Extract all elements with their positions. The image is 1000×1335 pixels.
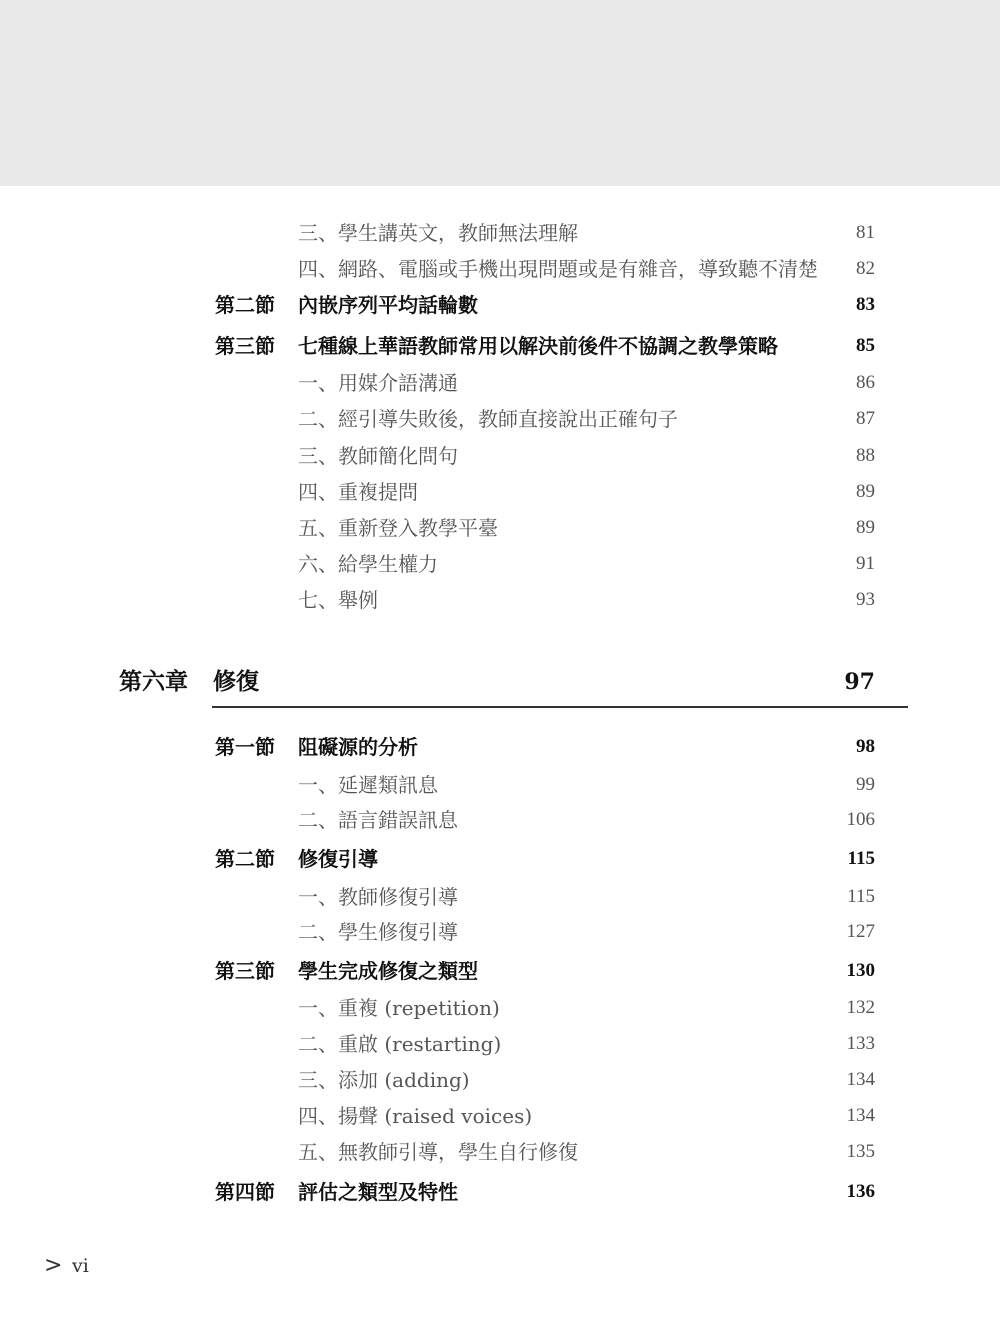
toc-sub-entry[interactable] — [0, 218, 1000, 248]
toc-entry-label: 三、學生講英文，教師無法理解 — [298, 221, 578, 245]
toc-entry-page: 115 — [847, 848, 875, 869]
toc-section-number: 第四節 — [215, 1180, 275, 1204]
toc-entry-page: 82 — [856, 258, 875, 279]
toc-entry-label: 五、重新登入教學平臺 — [298, 516, 498, 540]
toc-entry-page: 89 — [856, 481, 875, 502]
toc-entry-label: 四、揚聲 (raised voices) — [298, 1104, 533, 1128]
toc-entry-page: 89 — [856, 517, 875, 538]
toc-sub-entry[interactable] — [0, 882, 1000, 912]
toc-section-entry[interactable] — [0, 331, 1000, 361]
toc-sub-entry[interactable] — [0, 993, 1000, 1023]
page-number: vi — [72, 1255, 89, 1277]
toc-entry-label: 二、經引導失敗後，教師直接說出正確句子 — [298, 407, 678, 431]
toc-sub-entry[interactable] — [0, 585, 1000, 615]
toc-entry-label: 二、語言錯誤訊息 — [298, 808, 458, 832]
toc-entry-label: 一、延遲類訊息 — [298, 773, 438, 797]
toc-sub-entry[interactable] — [0, 404, 1000, 434]
toc-entry-page: 81 — [856, 222, 875, 243]
toc-section-entry[interactable] — [0, 732, 1000, 762]
toc-entry-label: 一、教師修復引導 — [298, 885, 458, 909]
toc-entry-page: 115 — [847, 886, 875, 907]
toc-entry-page: 134 — [846, 1105, 875, 1126]
toc-entry-page: 99 — [856, 774, 875, 795]
toc-entry-label: 評估之類型及特性 — [298, 1180, 458, 1204]
toc-entry-page: 136 — [846, 1181, 875, 1202]
toc-sub-entry[interactable] — [0, 805, 1000, 835]
toc-entry-label: 學生完成修復之類型 — [298, 959, 478, 983]
toc-entry-page: 87 — [856, 408, 875, 429]
toc-section-number: 第二節 — [215, 293, 275, 317]
toc-sub-entry[interactable] — [0, 1029, 1000, 1059]
toc-entry-page: 91 — [856, 553, 875, 574]
toc-sub-entry[interactable] — [0, 513, 1000, 543]
chevron-right-icon: > — [44, 1253, 63, 1278]
toc-entry-page: 127 — [846, 921, 875, 942]
toc-entry-label: 內嵌序列平均話輪數 — [298, 293, 478, 317]
chapter-number: 第六章 — [119, 668, 188, 695]
toc-entry-page: 133 — [846, 1033, 875, 1054]
toc-section-number: 第三節 — [215, 334, 275, 358]
toc-sub-entry[interactable] — [0, 770, 1000, 800]
toc-section-number: 第三節 — [215, 959, 275, 983]
toc-section-number: 第一節 — [215, 735, 275, 759]
toc-section-entry[interactable] — [0, 956, 1000, 986]
toc-entry-label: 五、無教師引導，學生自行修復 — [298, 1140, 578, 1164]
toc-entry-label: 阻礙源的分析 — [298, 735, 418, 759]
toc-sub-entry[interactable] — [0, 917, 1000, 947]
toc-entry-label: 七、舉例 — [298, 588, 378, 612]
toc-entry-page: 106 — [846, 809, 875, 830]
toc-sub-entry[interactable] — [0, 1065, 1000, 1095]
toc-sub-entry[interactable] — [0, 441, 1000, 471]
toc-entry-page: 88 — [856, 445, 875, 466]
toc-entry-page: 86 — [856, 372, 875, 393]
header-band — [0, 0, 1000, 186]
toc-sub-entry[interactable] — [0, 368, 1000, 398]
toc-entry-page: 85 — [856, 335, 875, 356]
toc-entry-page: 93 — [856, 589, 875, 610]
toc-sub-entry[interactable] — [0, 477, 1000, 507]
toc-entry-label: 三、教師簡化問句 — [298, 444, 458, 468]
toc-entry-label: 一、用媒介語溝通 — [298, 371, 458, 395]
toc-entry-label: 四、網路、電腦或手機出現問題或是有雜音，導致聽不清楚 — [298, 257, 818, 281]
toc-entry-page: 134 — [846, 1069, 875, 1090]
chapter-title: 修復 — [213, 668, 259, 695]
toc-section-entry[interactable] — [0, 1177, 1000, 1207]
chapter-page: 97 — [844, 669, 875, 695]
toc-entry-page: 83 — [856, 294, 875, 315]
toc-sub-entry[interactable] — [0, 254, 1000, 284]
toc-entry-label: 六、給學生權力 — [298, 552, 438, 576]
toc-entry-page: 132 — [846, 997, 875, 1018]
toc-entry-label: 修復引導 — [298, 847, 378, 871]
toc-entry-label: 一、重複 (repetition) — [298, 996, 500, 1020]
toc-section-entry[interactable] — [0, 844, 1000, 874]
toc-chapter-heading[interactable] — [0, 664, 1000, 700]
toc-entry-label: 七種線上華語教師常用以解決前後件不協調之教學策略 — [298, 334, 778, 358]
toc-entry-page: 98 — [856, 736, 875, 757]
toc-sub-entry[interactable] — [0, 549, 1000, 579]
toc-section-number: 第二節 — [215, 847, 275, 871]
chapter-divider — [212, 706, 908, 708]
toc-sub-entry[interactable] — [0, 1137, 1000, 1167]
toc-entry-label: 二、重啟 (restarting) — [298, 1032, 502, 1056]
toc-entry-label: 四、重複提問 — [298, 480, 418, 504]
toc-entry-page: 130 — [846, 960, 875, 981]
toc-entry-label: 三、添加 (adding) — [298, 1068, 470, 1092]
toc-sub-entry[interactable] — [0, 1101, 1000, 1131]
toc-entry-page: 135 — [846, 1141, 875, 1162]
toc-section-entry[interactable] — [0, 290, 1000, 320]
toc-entry-label: 二、學生修復引導 — [298, 920, 458, 944]
